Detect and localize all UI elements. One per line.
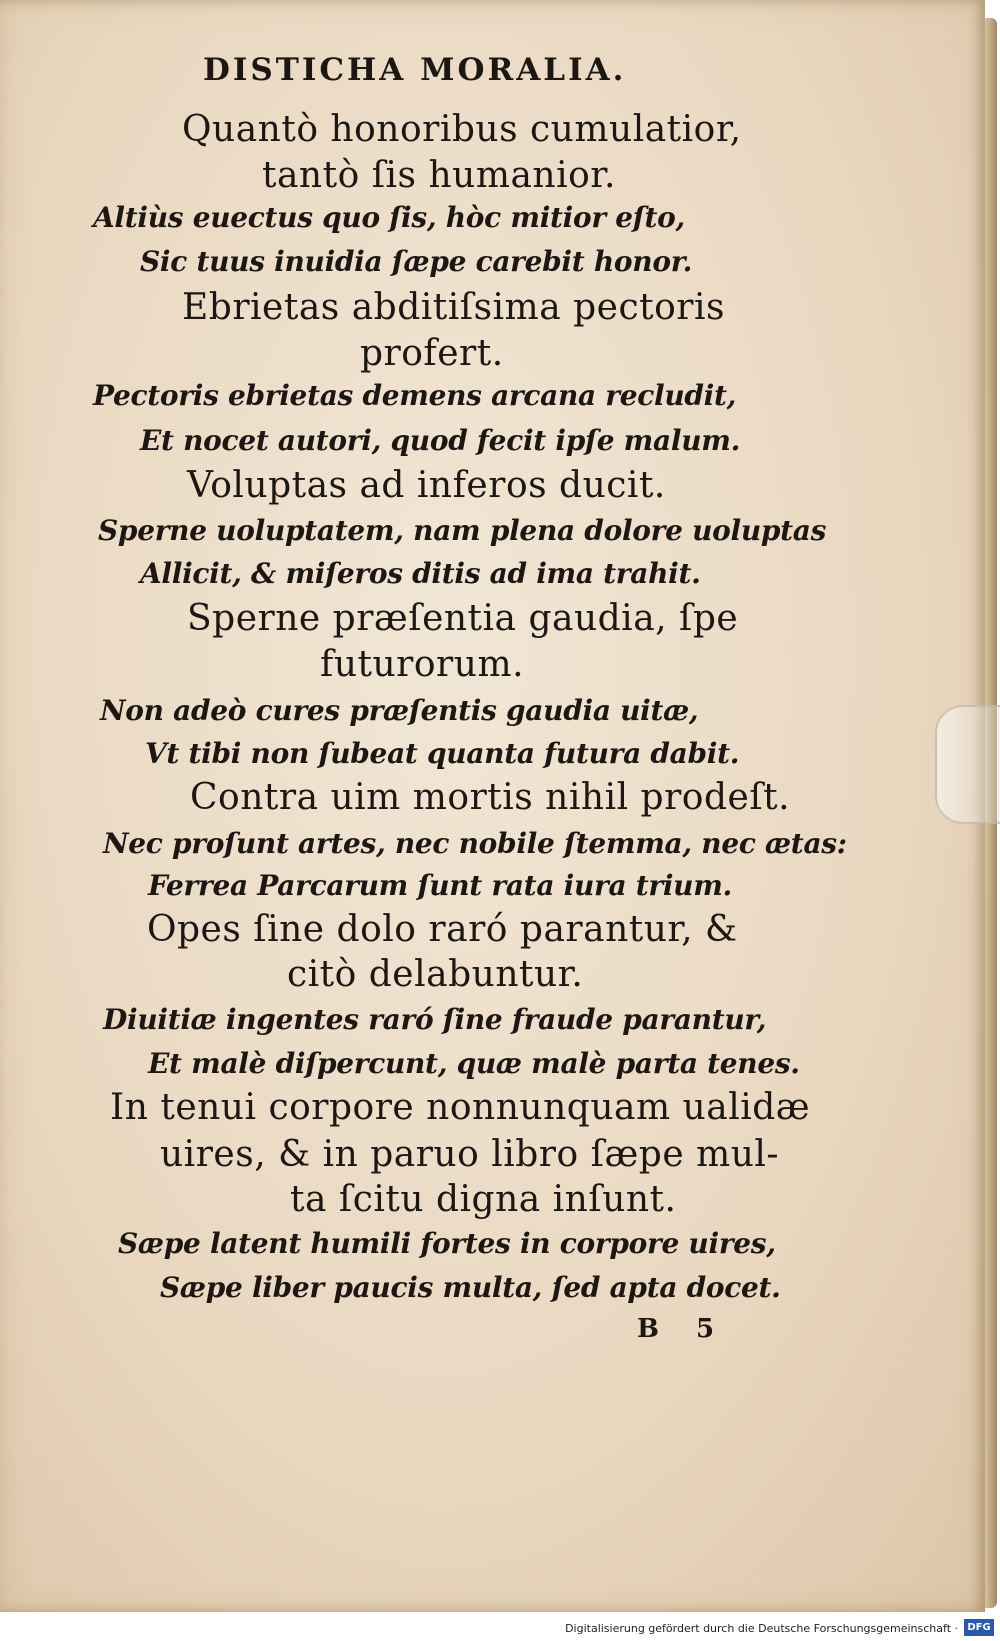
- maxim-line: In tenui corpore nonnunquam ualidæ: [110, 1087, 811, 1128]
- maxim-line: Contra uim mortis nihil prodeſt.: [190, 777, 791, 818]
- distich-line: Sperne uoluptatem, nam plena dolore uoluptas: [98, 514, 827, 547]
- page-clip: [935, 705, 1000, 824]
- distich-line: Nec proſunt artes, nec nobile ſtemma, nec ætas:: [103, 827, 847, 860]
- maxim-line: profert.: [360, 333, 504, 374]
- distich-line: Allicit, & miſeros ditis ad ima trahit.: [140, 557, 701, 590]
- maxim-line: citò delabuntur.: [287, 954, 584, 995]
- distich-line: Sæpe liber paucis multa, ſed apta docet.: [160, 1271, 781, 1304]
- maxim-line: futurorum.: [320, 644, 525, 685]
- distich-line: Ferrea Parcarum ſunt rata iura trium.: [148, 869, 732, 902]
- maxim-line: Quantò honoribus cumulatior,: [182, 109, 742, 150]
- maxim-line: Sperne præſentia gaudia, ſpe: [187, 598, 739, 639]
- distich-line: Sic tuus inuidia ſæpe carebit honor.: [140, 245, 693, 278]
- distich-line: Et nocet autori, quod fecit ipſe malum.: [140, 424, 741, 457]
- dfg-logo: DFG: [964, 1619, 994, 1636]
- maxim-line: tantò ſis humanior.: [262, 155, 616, 196]
- distich-line: Et malè diſpercunt, quæ malè parta tenes.: [148, 1047, 800, 1080]
- maxim-line: Ebrietas abditiſsima pectoris: [182, 287, 725, 328]
- distich-line: Altiùs euectus quo ſis, hòc mitior eſto,: [93, 201, 685, 234]
- distich-line: Diuitiæ ingentes raró ſine fraude parantur,: [103, 1003, 767, 1036]
- distich-line: Pectoris ebrietas demens arcana recludit,: [93, 379, 737, 412]
- distich-line: Non adeò cures præſentis gaudia uitæ,: [100, 694, 699, 727]
- running-title: DISTICHA MORALIA.: [203, 52, 627, 88]
- signature-mark: B 5: [637, 1314, 729, 1344]
- maxim-line: uires, & in paruo libro ſæpe mul-: [160, 1134, 780, 1175]
- maxim-line: ta ſcitu digna inſunt.: [290, 1179, 677, 1220]
- distich-line: Vt tibi non ſubeat quanta futura dabit.: [145, 737, 740, 770]
- distich-line: Sæpe latent humili fortes in corpore uires,: [118, 1227, 776, 1260]
- digitization-footer: [0, 1612, 1000, 1641]
- footer-credit: Digitalisierung gefördert durch die Deutsche Forschungsgemeinschaft ·: [565, 1622, 958, 1635]
- maxim-line: Voluptas ad inferos ducit.: [187, 465, 666, 506]
- maxim-line: Opes ſine dolo raró parantur, &: [147, 909, 738, 950]
